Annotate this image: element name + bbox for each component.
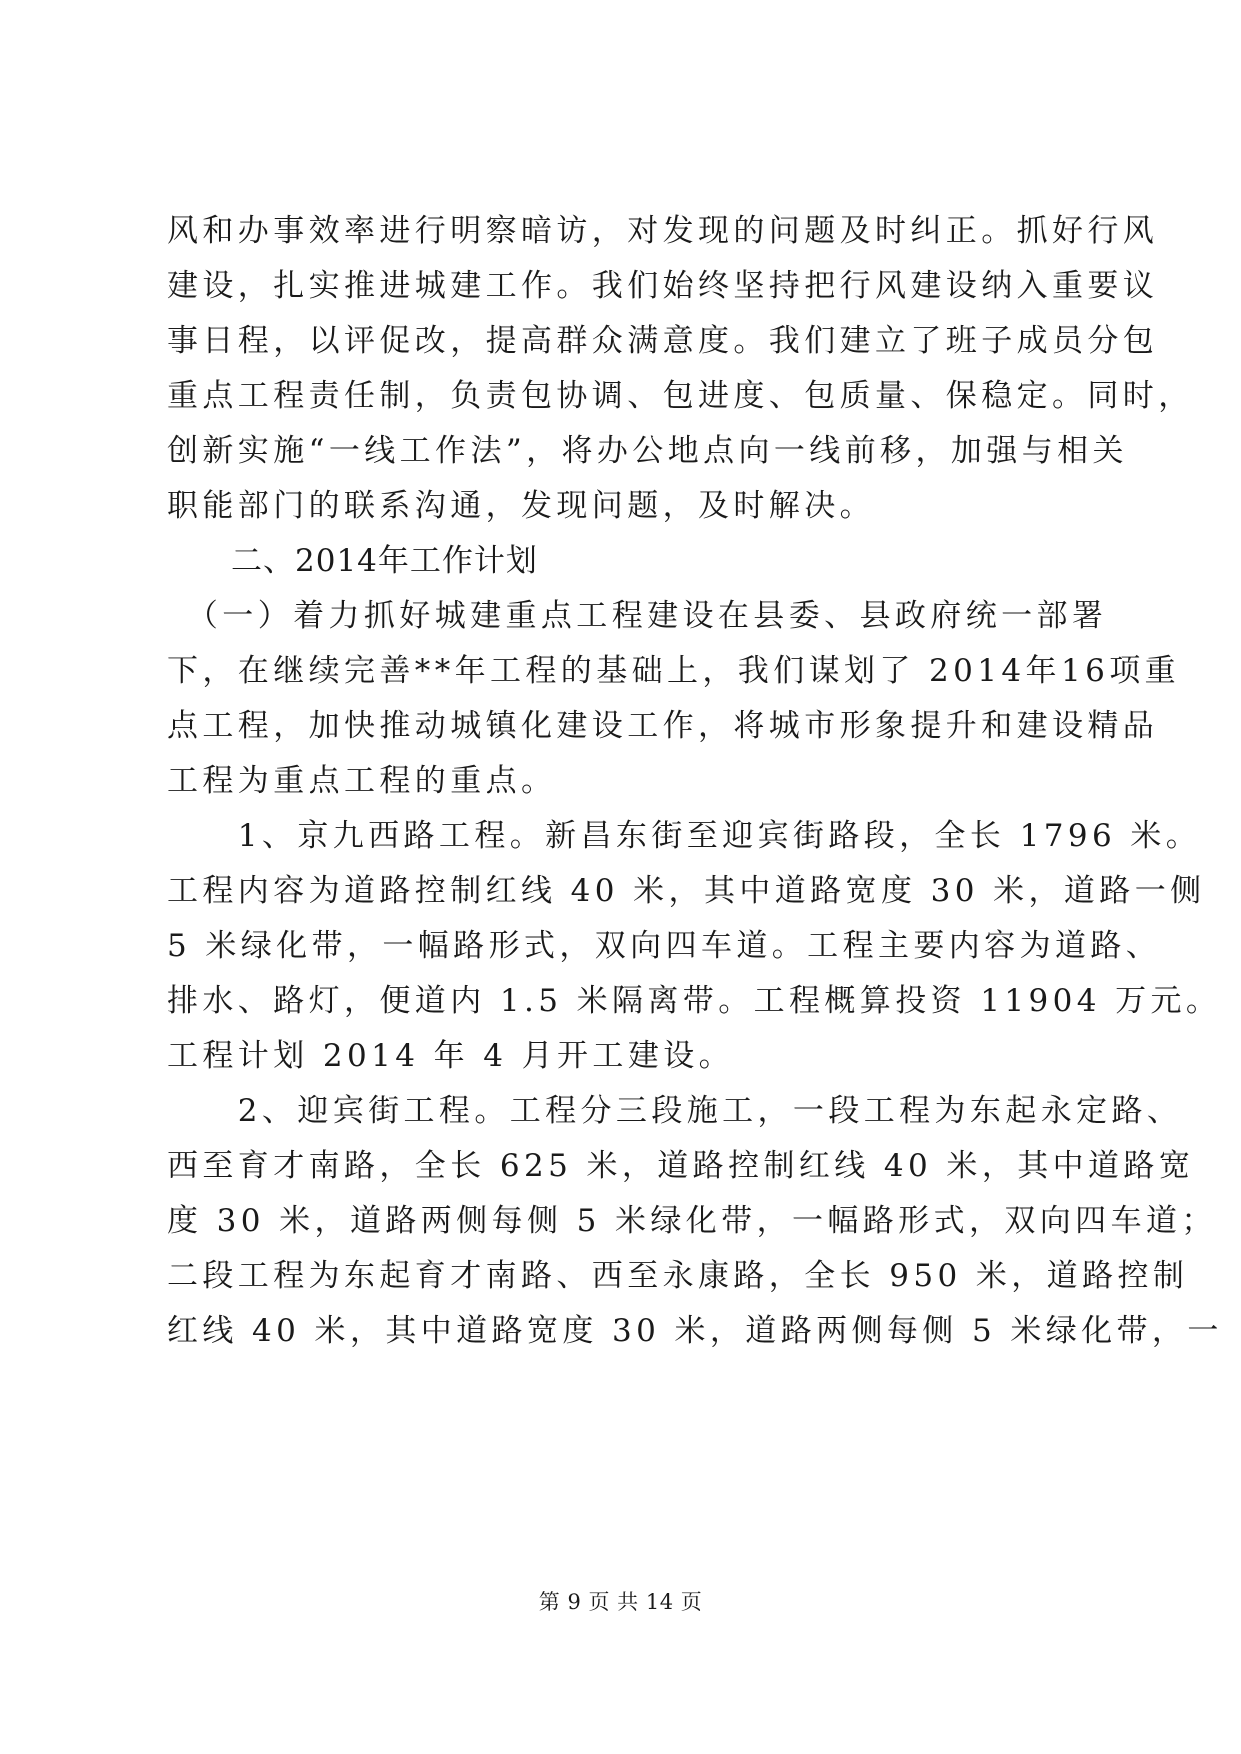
- text-line: 工程计划 2014 年 4 月开工建设。: [167, 1038, 735, 1074]
- text-line: 风和办事效率进行明察暗访，对发现的问题及时纠正。抓好行风: [167, 213, 1159, 249]
- section-heading: 二、2014年工作计划: [167, 543, 538, 579]
- page-footer: 第 9 页 共 14 页: [538, 1590, 703, 1614]
- text-line: 职能部门的联系沟通，发现问题，及时解决。: [167, 488, 875, 524]
- text-line: 重点工程责任制，负责包协调、包进度、包质量、保稳定。同时，: [167, 378, 1194, 414]
- text-line: 工程为重点工程的重点。: [167, 763, 557, 799]
- text-line: 西至育才南路，全长 625 米，道路控制红线 40 米，其中道路宽: [167, 1148, 1195, 1184]
- text-line: 1、京九西路工程。新昌东街至迎宾街路段，全长 1796 米。: [167, 818, 1202, 854]
- text-line: 点工程，加快推动城镇化建设工作，将城市形象提升和建设精品: [167, 708, 1159, 744]
- text-line: （一）着力抓好城建重点工程建设在县委、县政府统一部署: [167, 598, 1108, 634]
- text-line: 5 米绿化带，一幅路形式，双向四车道。工程主要内容为道路、: [167, 928, 1162, 964]
- text-line: 工程内容为道路控制红线 40 米，其中道路宽度 30 米，道路一侧: [167, 873, 1206, 909]
- text-line: 事日程，以评促改，提高群众满意度。我们建立了班子成员分包: [167, 323, 1159, 359]
- text-line: 下，在继续完善**年工程的基础上，我们谋划了 2014年16项重: [167, 653, 1180, 689]
- text-line: 建设，扎实推进城建工作。我们始终坚持把行风建设纳入重要议: [167, 268, 1159, 304]
- text-line: 2、迎宾街工程。工程分三段施工，一段工程为东起永定路、: [167, 1093, 1183, 1129]
- text-line: 度 30 米，道路两侧每侧 5 米绿化带，一幅路形式，双向四车道；: [167, 1203, 1217, 1239]
- text-line: 创新实施“一线工作法”，将办公地点向一线前移，加强与相关: [167, 433, 1128, 469]
- text-line: 红线 40 米，其中道路宽度 30 米，道路两侧每侧 5 米绿化带，一: [167, 1313, 1223, 1349]
- text-line: 二段工程为东起育才南路、西至永康路，全长 950 米，道路控制: [167, 1258, 1189, 1294]
- text-line: 排水、路灯，便道内 1.5 米隔离带。工程概算投资 11904 万元。: [167, 983, 1222, 1019]
